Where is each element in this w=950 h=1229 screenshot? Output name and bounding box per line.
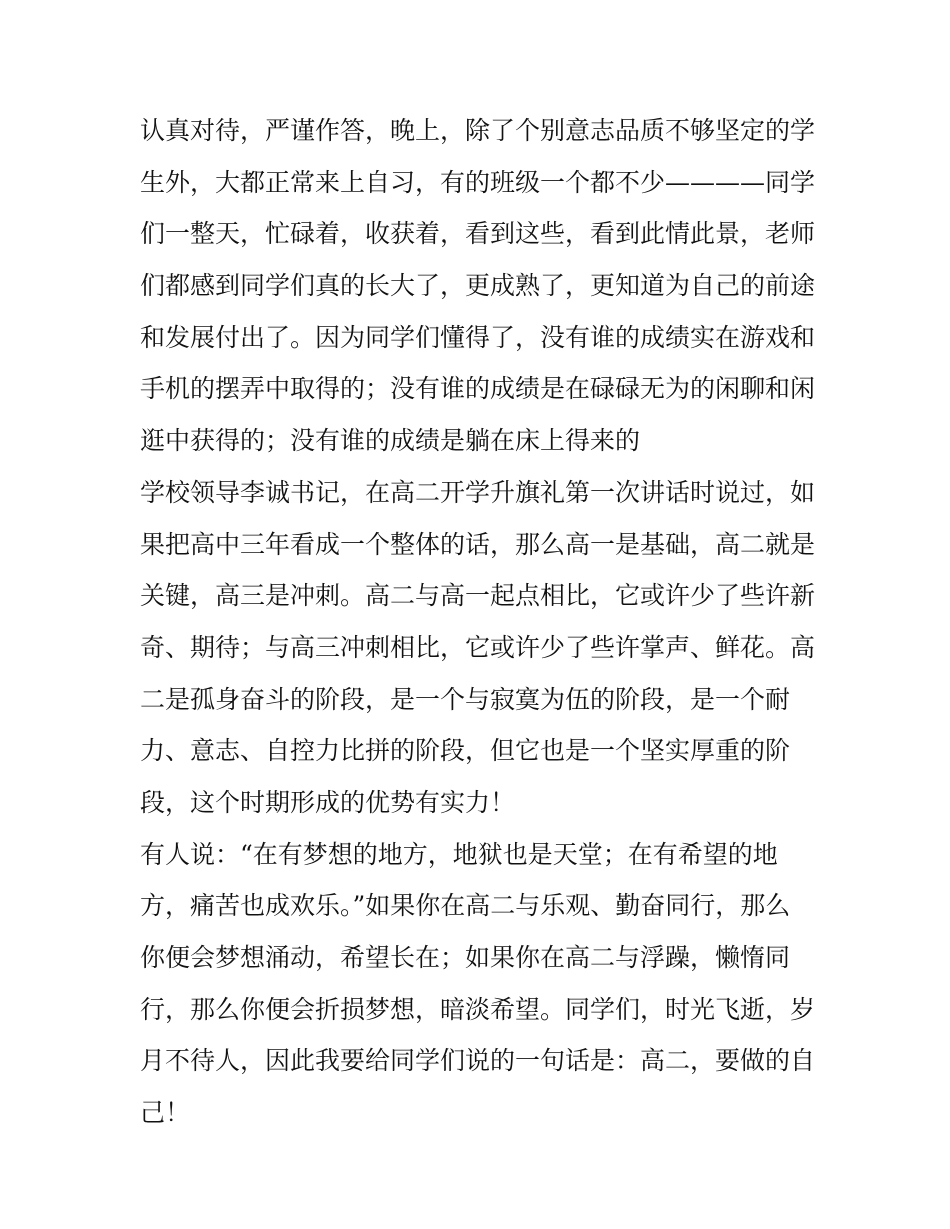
text-line: 果把高中三年看成一个整体的话，那么高一是基础，高二就是 — [140, 529, 816, 559]
text-line: 们一整天，忙碌着，收获着，看到这些，看到此情此景，老师 — [140, 219, 816, 249]
text-line: 和发展付出了。因为同学们懂得了，没有谁的成绩实在游戏和 — [140, 322, 816, 352]
text-line: 奇、期待；与高三冲刺相比，它或许少了些许掌声、鲜花。高 — [140, 632, 816, 662]
text-line: 关键，高三是冲刺。高二与高一起点相比，它或许少了些许新 — [140, 581, 816, 611]
text-line: 行，那么你便会折损梦想，暗淡希望。同学们，时光飞逝，岁 — [140, 994, 816, 1024]
text-line: 二是孤身奋斗的阶段，是一个与寂寞为伍的阶段，是一个耐 — [140, 684, 791, 714]
text-line: 段，这个时期形成的优势有实力！ — [140, 787, 516, 817]
text-line: 你便会梦想涌动，希望长在；如果你在高二与浮躁，懒惰同 — [140, 943, 791, 972]
text-line: 手机的摆弄中取得的；没有谁的成绩是在碌碌无为的闲聊和闲 — [140, 374, 816, 404]
text-line: 月不待人，因此我要给同学们说的一句话是：高二，要做的自 — [140, 1046, 816, 1076]
text-line: 生外，大都正常来上自习，有的班级一个都不少————同学 — [140, 167, 816, 197]
text-line: 逛中获得的；没有谁的成绩是躺在床上得来的 — [140, 426, 641, 456]
text-line: 认真对待，严谨作答，晚上，除了个别意志品质不够坚定的学 — [140, 116, 816, 145]
text-line: 有人说：“在有梦想的地方，地狱也是天堂；在有希望的地 — [140, 839, 778, 869]
text-line: 们都感到同学们真的长大了，更成熟了，更知道为自己的前途 — [140, 271, 816, 301]
text-line: 己！ — [140, 1098, 191, 1128]
text-line: 学校领导李诚书记，在高二开学升旗礼第一次讲话时说过，如 — [140, 477, 816, 507]
text-line: 方，痛苦也成欢乐。”如果你在高二与乐观、勤奋同行，那么 — [140, 891, 791, 921]
text-line: 力、意志、自控力比拼的阶段，但它也是一个坚实厚重的阶 — [140, 736, 791, 766]
body-text — [140, 105, 820, 1139]
